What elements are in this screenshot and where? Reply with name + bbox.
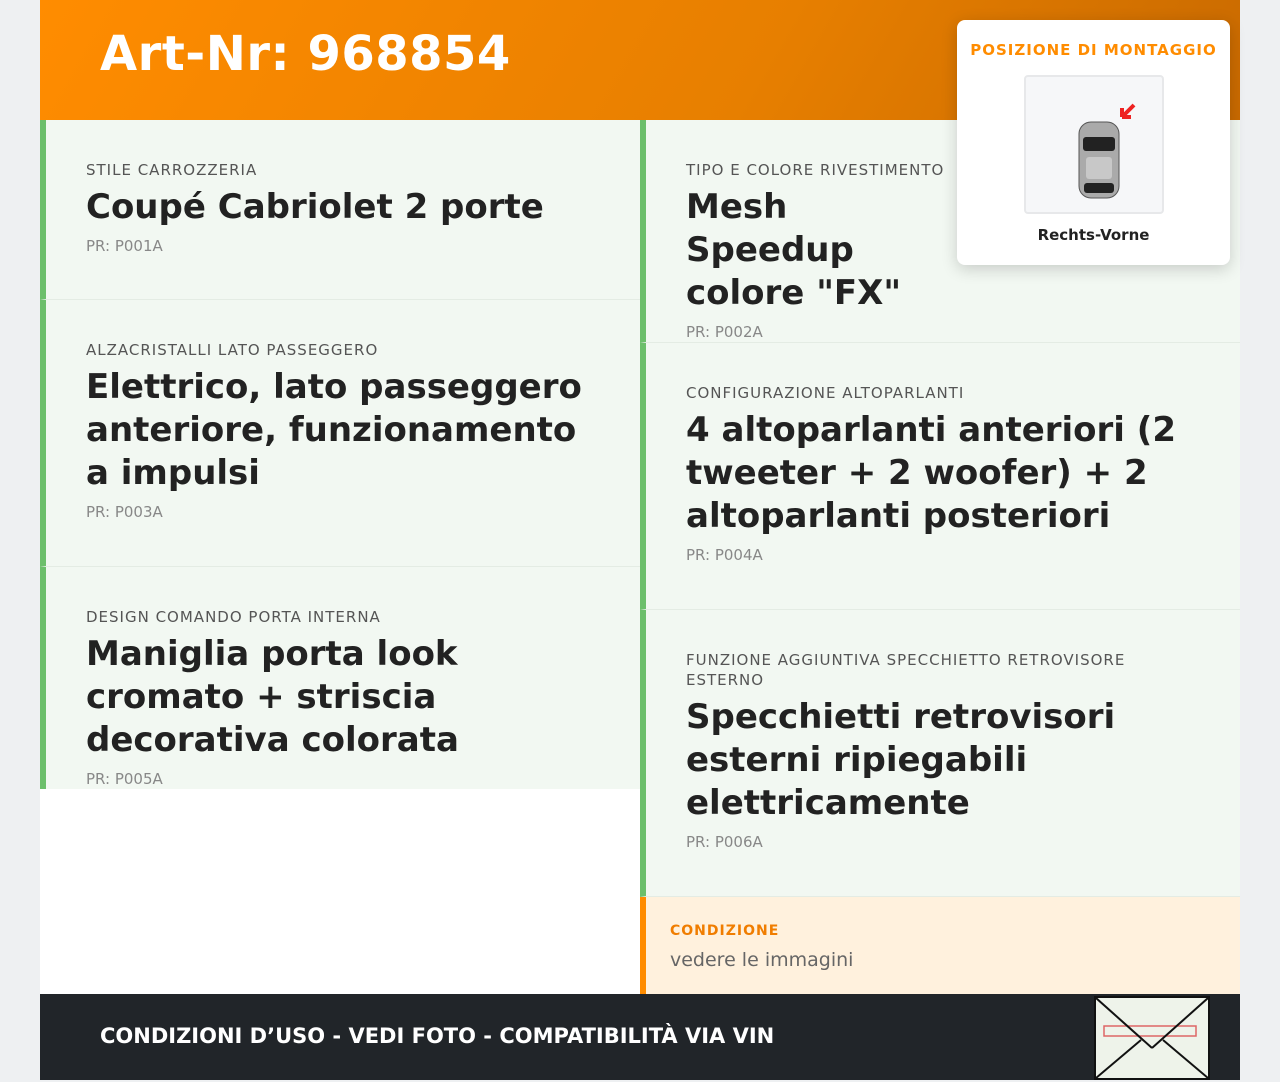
spec-pr: PR: P005A bbox=[86, 770, 163, 788]
spec-label: FUNZIONE AGGIUNTIVA SPECCHIETTO RETROVISORE ESTERNO bbox=[686, 651, 1126, 689]
footer-links[interactable]: CONDIZIONI D’USO - VEDI FOTO - COMPATIBILITÀ VIA VIN bbox=[100, 1024, 775, 1048]
spec-value: Specchietti retrovisori esterni ripiegabili elettricamente bbox=[686, 697, 1116, 823]
spec-pr: PR: P006A bbox=[686, 833, 763, 851]
condition-text: vedere le immagini bbox=[670, 949, 854, 971]
spec-value: 4 altoparlanti anteriori (2 tweeter + 2 woofer) + 2 altoparlanti posteriori bbox=[686, 410, 1176, 536]
spec-label: TIPO E COLORE RIVESTIMENTO bbox=[686, 161, 945, 179]
spec-pr: PR: P004A bbox=[686, 546, 763, 564]
spec-card bbox=[640, 610, 1240, 897]
envelope-icon bbox=[1096, 998, 1208, 1078]
spec-label: DESIGN COMANDO PORTA INTERNA bbox=[86, 608, 381, 626]
condition-label: CONDIZIONE bbox=[670, 923, 780, 939]
spec-pr: PR: P003A bbox=[86, 503, 163, 521]
left-column bbox=[40, 120, 640, 789]
spec-label: ALZACRISTALLI LATO PASSEGGERO bbox=[86, 341, 379, 359]
spec-pr: PR: P002A bbox=[686, 323, 763, 341]
condition-box bbox=[640, 897, 1240, 994]
popup-title: POSIZIONE DI MONTAGGIO bbox=[970, 41, 1217, 59]
spec-card bbox=[640, 343, 1240, 610]
article-number: Art-Nr: 968854 bbox=[100, 26, 511, 82]
spec-card bbox=[40, 300, 640, 567]
spec-value: Coupé Cabriolet 2 porte bbox=[86, 187, 544, 227]
spec-value: Maniglia porta look cromato + striscia decorativa colorata bbox=[86, 634, 459, 760]
footer bbox=[40, 994, 1240, 1080]
spec-label: CONFIGURAZIONE ALTOPARLANTI bbox=[686, 384, 965, 402]
vin-envelope-image[interactable] bbox=[1094, 996, 1210, 1080]
spec-card bbox=[40, 567, 640, 789]
car-top-view-icon bbox=[1026, 77, 1162, 212]
mounting-position: Rechts-Vorne bbox=[1037, 226, 1150, 244]
spec-pr: PR: P001A bbox=[86, 237, 163, 255]
spec-card bbox=[40, 120, 640, 300]
car-position-image bbox=[1024, 75, 1164, 214]
spec-label: STILE CARROZZERIA bbox=[86, 161, 258, 179]
spec-value: Elettrico, lato passeggero anteriore, funzionamento a impulsi bbox=[86, 367, 582, 493]
mounting-position-popup bbox=[957, 20, 1230, 265]
spec-value: Mesh Speedup colore "FX" bbox=[686, 187, 902, 313]
